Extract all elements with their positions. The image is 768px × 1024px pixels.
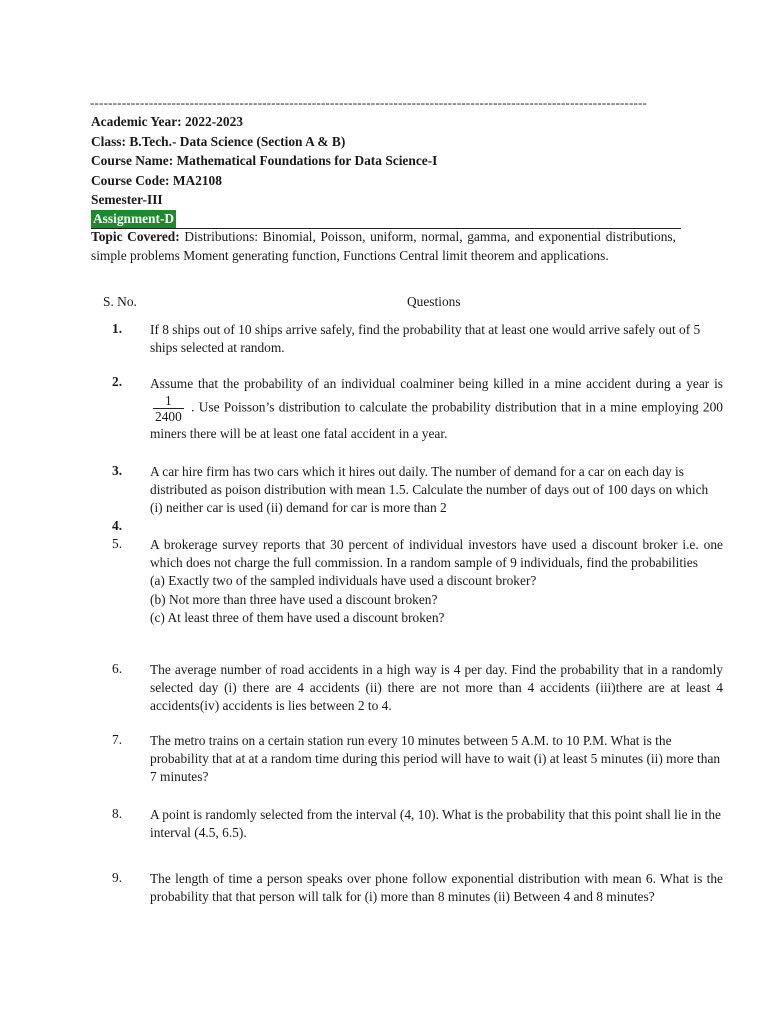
class-info: Class: B.Tech.- Data Science (Section A & B)	[91, 133, 346, 149]
question-number: 7.	[112, 732, 123, 747]
question-number: 6.	[112, 661, 123, 676]
question-number: 9.	[112, 870, 123, 885]
fraction-numerator: 1	[153, 393, 184, 409]
fraction-denominator: 2400	[155, 409, 182, 424]
question-text	[150, 536, 723, 627]
question-number: 8.	[112, 806, 123, 821]
sub-question: (c) At least three of them have used a discount broken?	[150, 609, 445, 625]
question-text	[150, 374, 723, 443]
question-number: 4.	[112, 518, 123, 533]
topic-label: Topic Covered:	[91, 229, 180, 244]
question-number: 1.	[112, 321, 123, 336]
semester: Semester-III	[91, 192, 163, 207]
separator-dashes: ---------------------------------------------------------------------------------------------------------------------------	[90, 95, 648, 110]
question-text: A car hire firm has two cars which it hires out daily. The number of demand for a car on each day is distributed as poison distribution with mean 1.5. Calculate the number of days out of 100 days on which (i) neither car is used (ii) demand for car is more than 2	[150, 464, 709, 516]
fraction	[153, 393, 184, 424]
document-header	[91, 112, 681, 229]
column-header-sno: S. No.	[103, 294, 137, 309]
question-text: The metro trains on a certain station run every 10 minutes between 5 A.M. to 10 P.M. What is the probability that at at a random time during this period will have to wait (i) at least 5 minutes (ii) more than 7 minutes?	[150, 733, 721, 785]
column-header-questions: Questions	[407, 294, 461, 309]
question-number: 2.	[112, 374, 123, 389]
sub-question: (a) Exactly two of the sampled individuals have used a discount broker?	[150, 573, 537, 589]
question-text-main: A brokerage survey reports that 30 percent of individual investors have used a discount broker i.e. one which does not charge the full commission. In a random sample of 9 individuals, find the probabilities	[150, 537, 723, 571]
question-text: A point is randomly selected from the interval (4, 10). What is the probability that this point shall lie in the interval (4.5, 6.5).	[150, 807, 721, 841]
question-text: If 8 ships out of 10 ships arrive safely, find the probability that at least one would arrive safely out of 5 ships selected at random.	[150, 322, 701, 356]
question-text-part: . Use Poisson’s distribution to calculate the probability distribution that in a mine employing 200 miners there will be at least one fatal accident in a year.	[150, 399, 723, 441]
question-number: 5.	[112, 536, 123, 551]
course-code: Course Code: MA2108	[91, 172, 222, 188]
assignment-row	[91, 210, 681, 229]
question-text: The average number of road accidents in a high way is 4 per day. Find the probability that in a randomly selected day (i) there are 4 accidents (ii) there are not more than 4 accidents (iii)there are at least 4 accidents(iv) accidents is lies between 2 to 4.	[150, 662, 723, 714]
question-text: The length of time a person speaks over phone follow exponential distribution with mean 6. What is the probability that that person will talk for (i) more than 8 minutes (ii) Between 4 and 8 minutes?	[150, 871, 723, 905]
question-number: 3.	[112, 463, 123, 478]
question-text-part: Assume that the probability of an individual coalminer being killed in a mine accident during a year is	[150, 376, 723, 391]
topic-covered	[91, 228, 676, 265]
topic-text: Distributions: Binomial, Poisson, uniform, normal, gamma, and exponential distributions, simple problems Moment generating function, Functions Central limit theorem and applications.	[91, 229, 676, 263]
academic-year: Academic Year: 2022-2023	[91, 114, 243, 129]
assignment-label: Assignment-D	[93, 210, 175, 226]
course-name: Course Name: Mathematical Foundations for Data Science-I	[91, 153, 438, 168]
sub-question: (b) Not more than three have used a discount broken?	[150, 591, 438, 607]
